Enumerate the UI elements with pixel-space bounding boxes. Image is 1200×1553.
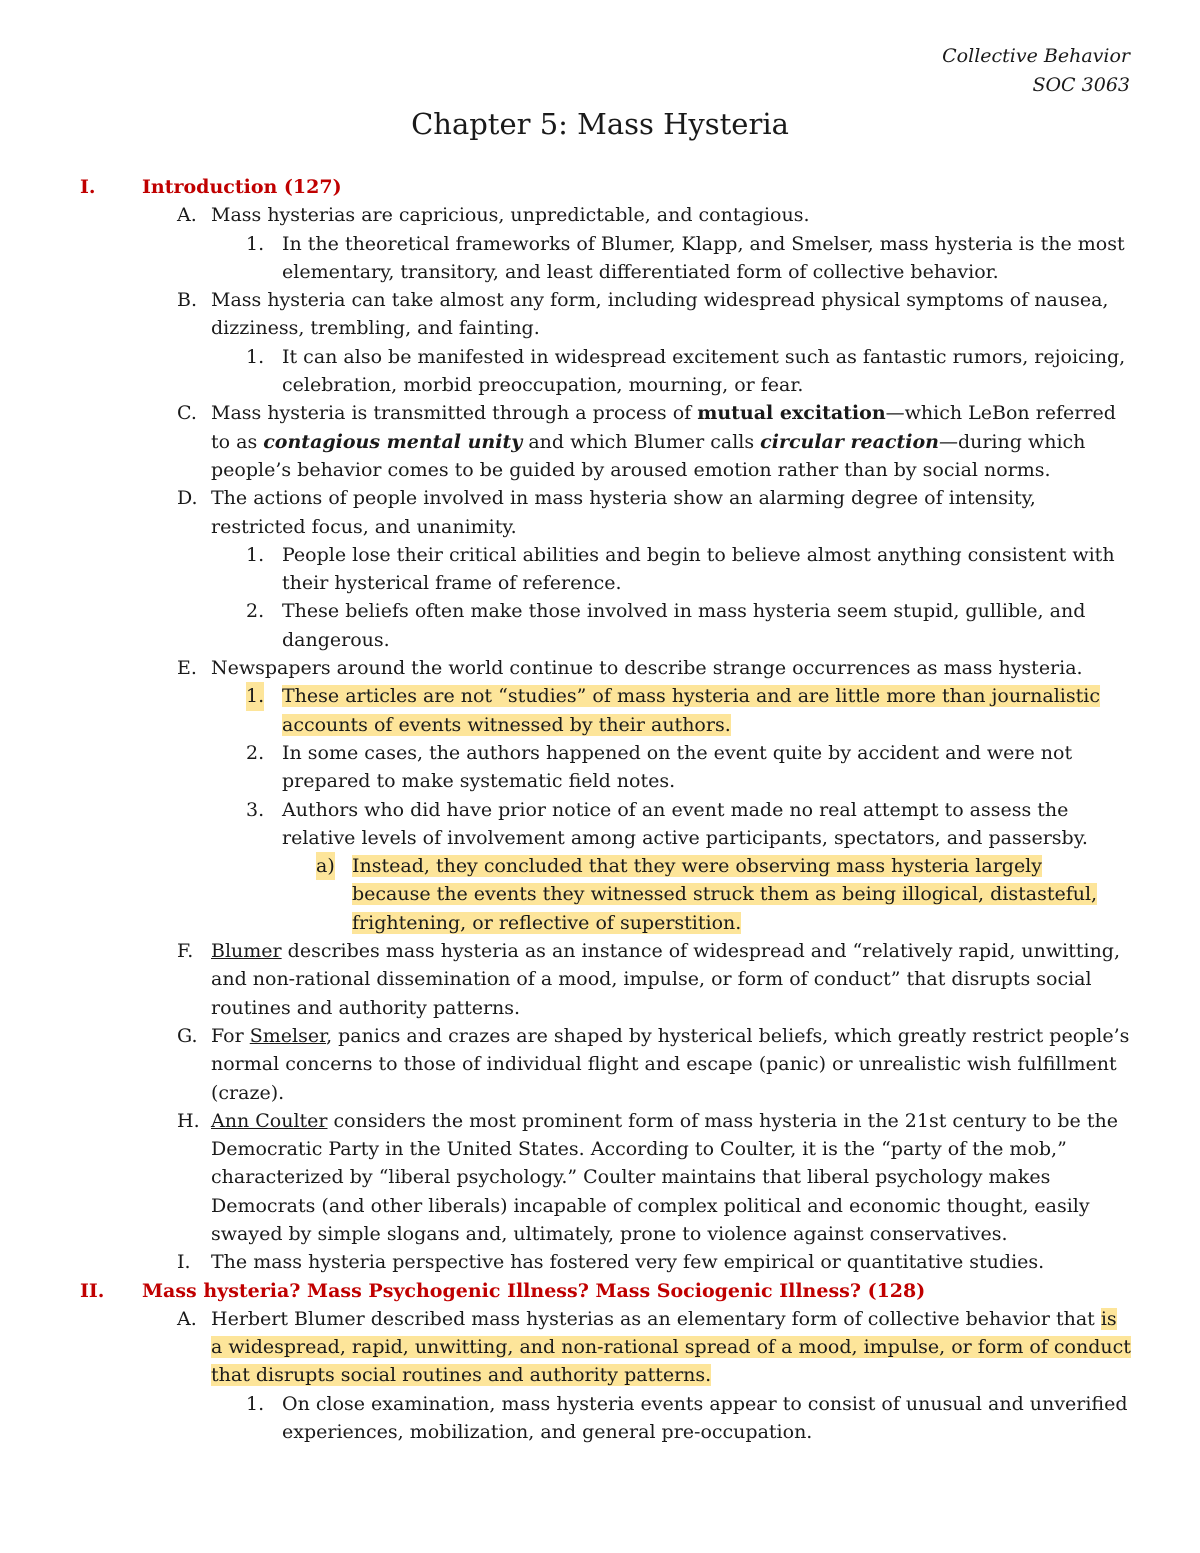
section-title: Mass hysteria? Mass Psychogenic Illness? Mass Sociogenic Illness? (128) xyxy=(142,1279,926,1302)
outline-item-b: B. Mass hysteria can take almost any form, including widespread physical symptoms of nausea, dizziness, trembling, and fainting. xyxy=(177,289,1109,340)
outline-subitem: 1. People lose their critical abilities and begin to believe almost anything consistent with their hysterical frame of reference. xyxy=(246,543,1115,595)
course-name: Collective Behavior xyxy=(942,45,1130,67)
outline-item-d: D. The actions of people involved in mass hysteria show an alarming degree of intensity, restricted focus, and unanimity. xyxy=(177,487,1036,538)
outline-subitem: 1. In the theoretical frameworks of Blumer, Klapp, and Smelser, mass hysteria is the most elementary, transitory, and least differentiated form of collective behavior. xyxy=(246,232,1125,283)
section-heading-introduction xyxy=(0,173,1200,201)
outline xyxy=(0,173,1200,1446)
outline-item-f: F. Blumer describes mass hysteria as an instance of widespread and “relatively rapid, unwitting, and non-rational dissemination of a mood, impulse, or form of conduct” that disrupts social routines and authority patterns. xyxy=(177,940,1121,1019)
outline-item-a: A. Mass hysterias are capricious, unpredictable, and contagious. xyxy=(177,204,810,227)
outline-subitem-highlighted: 1. These articles are not “studies” of mass hysteria and are little more than journalistic accounts of events witnessed by their authors. xyxy=(0,682,1200,739)
term-circular-reaction: circular reaction xyxy=(760,430,939,453)
outline-item-h: H. Ann Coulter considers the most prominent form of mass hysteria in the 21st century to be the Democratic Party in the United States. According to Coulter, it is the “party of the mob,” characterized by “liberal psychology.” Coulter maintains that liberal psychology makes Democrats (and other liberals) incapable of complex political and economic thought, easily swayed by simple slogans and, ultimately, prone to violence against conservatives. xyxy=(177,1109,1118,1245)
name-ann-coulter: Ann Coulter xyxy=(211,1109,328,1132)
name-smelser: Smelser xyxy=(249,1024,327,1047)
term-contagious-mental-unity: contagious mental unity xyxy=(263,430,523,453)
section-title: Introduction (127) xyxy=(142,176,342,198)
outline-subitem: 2. These beliefs often make those involved in mass hysteria seem stupid, gullible, and dangerous. xyxy=(246,600,1086,651)
outline-item-c: C. Mass hysteria is transmitted through a process of mutual excitation—which LeBon referred to as contagious mental unity and which Blumer calls circular reaction—during which people’s behavior comes to be guided by aroused emotion rather than by social norms. xyxy=(177,402,1116,481)
term-mutual-excitation: mutual excitation xyxy=(697,402,886,425)
highlighted-text: is a widespread, rapid, unwitting, and non-rational spread of a mood, impulse, or form of conduct that disrupts social routines and authority patterns. xyxy=(211,1307,1131,1387)
outline-subitem: 2. In some cases, the authors happened on the event quite by accident and were not prepared to make systematic field notes. xyxy=(246,741,1073,793)
course-code: SOC 3063 xyxy=(1032,74,1130,96)
outline-item-g: G. For Smelser, panics and crazes are shaped by hysterical beliefs, which greatly restrict people’s normal concerns to those of individual flight and escape (panic) or unrealistic wish fulfillment (craze). xyxy=(177,1024,1130,1104)
course-header xyxy=(942,42,1130,100)
outline-item-e: E. Newspapers around the world continue to describe strange occurrences as mass hysteria. xyxy=(177,657,1083,680)
outline-subsubitem-highlighted: a) Instead, they concluded that they were observing mass hysteria largely because the events they witnessed struck them as being illogical, distasteful, frightening, or reflective of superstition. xyxy=(0,852,1200,937)
outline-item-i: I. The mass hysteria perspective has fostered very few empirical or quantitative studies. xyxy=(177,1251,1045,1274)
chapter-title: Chapter 5: Mass Hysteria xyxy=(411,107,789,141)
name-blumer: Blumer xyxy=(211,940,282,963)
outline-item-a: A. Herbert Blumer described mass hysterias as an elementary form of collective behavior that is a widespread, rapid, unwitting, and non-rational spread of a mood, impulse, or form of conduct that disrupts social routines and authority patterns. xyxy=(177,1307,1131,1387)
outline-subitem: 1. It can also be manifested in widespread excitement such as fantastic rumors, rejoicing, celebration, morbid preoccupation, mourning, or fear. xyxy=(246,345,1126,397)
outline-subitem: 1. On close examination, mass hysteria events appear to consist of unusual and unverified experiences, mobilization, and general pre-occupation. xyxy=(246,1392,1128,1444)
outline-subitem: 3. Authors who did have prior notice of an event made no real attempt to assess the relative levels of involvement among active participants, spectators, and passersby. xyxy=(246,798,1088,849)
section-label: I. xyxy=(80,176,96,198)
highlighted-text: Instead, they concluded that they were observing mass hysteria largely because the events they witnessed struck them as being illogical, distasteful, frightening, or reflective of superstition. xyxy=(352,855,1098,934)
section-label: II. xyxy=(80,1279,105,1302)
section-heading-mass-hysteria xyxy=(0,1277,1200,1305)
highlighted-text: These articles are not “studies” of mass hysteria and are little more than journalistic accounts of events witnessed by their authors. xyxy=(282,685,1100,736)
